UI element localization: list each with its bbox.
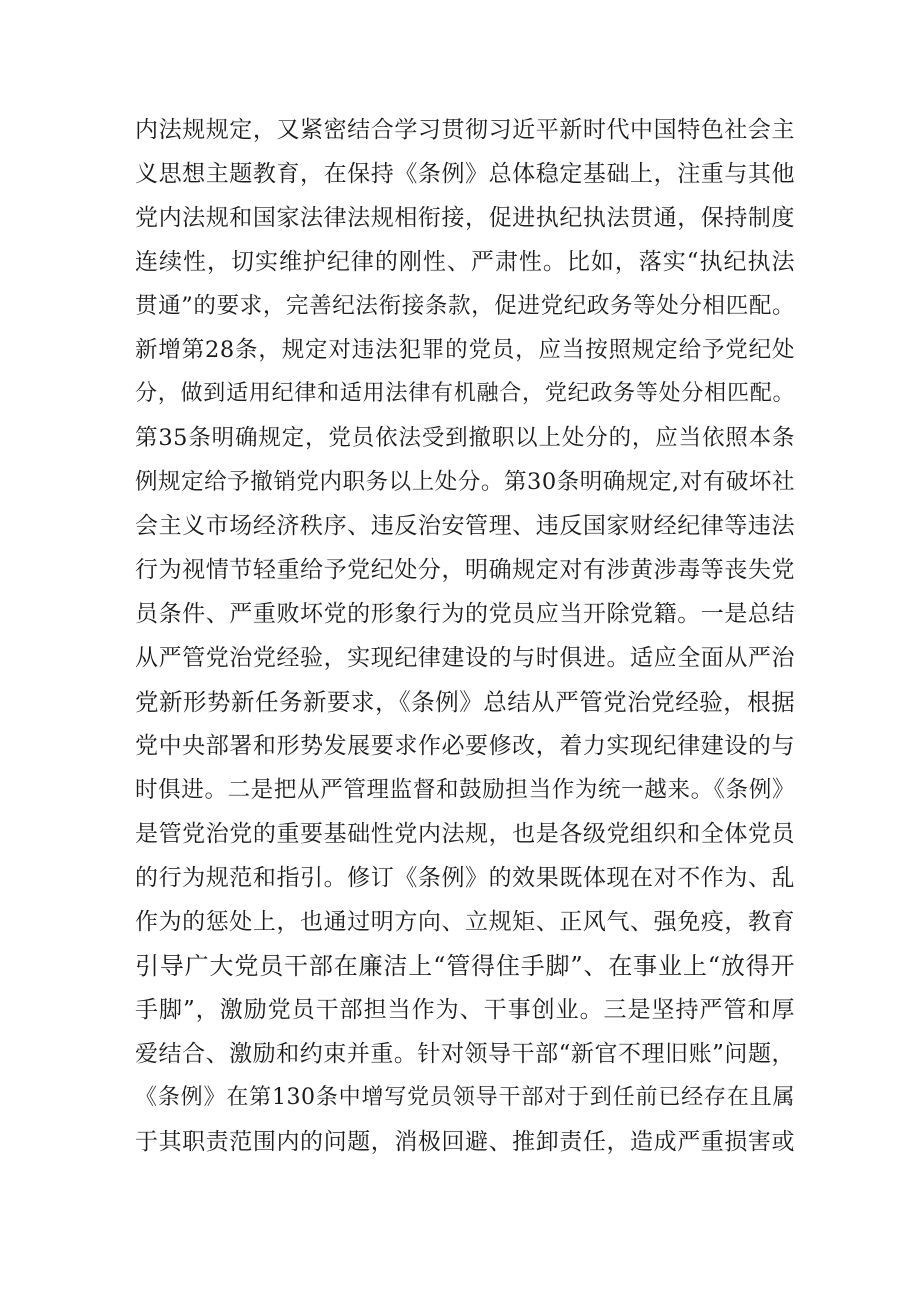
text-line: 党内法规和国家法律法规相衔接，促进执纪执法贯通，保持制度: [135, 205, 795, 231]
text-line: 党中央部署和形势发展要求作必要修改，着力实现纪律建设的与: [135, 733, 795, 759]
text-line: 《条例》在第130条中增写党员领导干部对于到任前已经存在且属: [135, 1085, 795, 1110]
text-line: 新增第28条，规定对违法犯罪的党员，应当按照规定给予党纪处: [135, 337, 795, 363]
text-line: 行为视情节轻重给予党纪处分，明确规定对有涉黄涉毒等丧失党: [135, 557, 795, 583]
text-line: 爱结合、激励和约束并重。针对领导干部“新官不理旧账”问题，: [135, 1041, 795, 1067]
text-line: 作为的惩处上，也通过明方向、立规矩、正风气、强免疫，教育: [135, 909, 795, 935]
text-line: 内法规规定，又紧密结合学习贯彻习近平新时代中国特色社会主: [135, 117, 795, 143]
text-line: 时俱进。二是把从严管理监督和鼓励担当作为统一越来。《条例》: [135, 777, 795, 803]
text-line: 贯通”的要求，完善纪法衔接条款，促进党纪政务等处分相匹配。: [135, 293, 795, 319]
text-line: 连续性，切实维护纪律的刚性、严肃性。比如，落实“执纪执法: [135, 249, 795, 275]
text-line: 第35条明确规定，党员依法受到撤职以上处分的，应当依照本条: [135, 425, 795, 451]
text-line: 引导广大党员干部在廉洁上“管得住手脚”、在事业上“放得开: [135, 952, 795, 980]
text-line: 党新形势新任务新要求，《条例》总结从严管党治党经验，根据: [135, 688, 796, 716]
text-line: 于其职责范围内的问题，消极回避、推卸责任，造成严重损害或: [135, 1129, 795, 1155]
text-line: 会主义市场经济秩序、违反治安管理、违反国家财经纪律等违法: [135, 513, 795, 539]
body-text: [135, 108, 795, 1164]
text-line: 义思想主题教育，在保持《条例》总体稳定基础上，注重与其他: [135, 161, 795, 187]
text-line: 例规定给予撤销党内职务以上处分。第30条明确规定,对有破坏社: [135, 469, 795, 495]
text-line: 手脚”，激励党员干部担当作为、干事创业。三是坚持严管和厚: [135, 997, 795, 1023]
text-line: 员条件、严重败坏党的形象行为的党员应当开除党籍。一是总结: [135, 601, 795, 627]
text-line: 分，做到适用纪律和适用法律有机融合，党纪政务等处分相匹配。: [135, 381, 795, 406]
text-line: 是管党治党的重要基础性党内法规，也是各级党组织和全体党员: [135, 821, 795, 847]
text-line: 的行为规范和指引。修订《条例》的效果既体现在对不作为、乱: [135, 865, 795, 891]
text-line: 从严管党治党经验，实现纪律建设的与时俱进。适应全面从严治: [135, 645, 795, 671]
